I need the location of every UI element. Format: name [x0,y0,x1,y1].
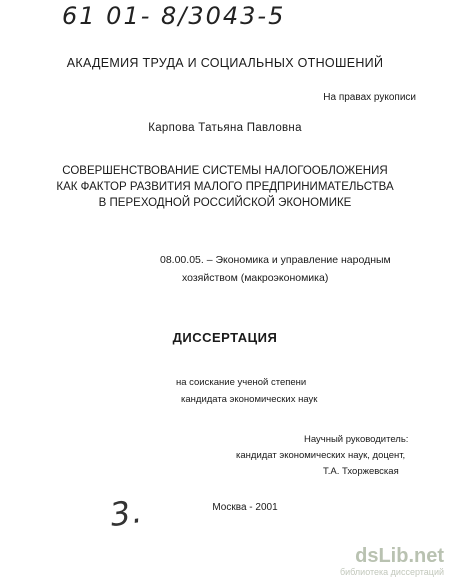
city-year: Москва - 2001 [212,502,278,513]
author-name: Карпова Татьяна Павловна [148,122,302,134]
title-line: В ПЕРЕХОДНОЙ РОССИЙСКОЙ ЭКОНОМИКЕ [98,197,352,209]
supervisor-line: кандидат экономических наук, доцент, [236,450,406,461]
degree-line: на соискание ученой степени [176,377,307,388]
dissertation-title [0,163,450,211]
specialty-code [160,251,391,287]
watermark-logo-text: dsLib.net [355,545,444,567]
degree-sought [176,374,317,408]
watermark-subtitle: библиотека диссертаций [339,567,444,577]
specialty-line: 08.00.05. – Экономика и управление народным [160,254,391,266]
supervisor-line: Т.А. Тхоржевская [323,466,399,477]
document-type: ДИССЕРТАЦИЯ [172,330,278,345]
handwritten-shelfmark: 61 01- 8/3043-5 [62,2,286,30]
institution-name: АКАДЕМИЯ ТРУДА И СОЦИАЛЬНЫХ ОТНОШЕНИЙ [66,56,384,70]
title-line: КАК ФАКТОР РАЗВИТИЯ МАЛОГО ПРЕДПРИНИМАТЕЛЬСТВА [56,181,394,193]
degree-line: кандидата экономических наук [181,394,318,405]
supervisor-line: Научный руководитель: [304,434,409,445]
watermark-logo [340,545,444,577]
rights-note: На правах рукописи [323,92,416,103]
specialty-line: хозяйством (макроэкономика) [182,272,329,284]
handwritten-mark: 3. [107,491,146,535]
title-line: СОВЕРШЕНСТВОВАНИЕ СИСТЕМЫ НАЛОГООБЛОЖЕНИЯ [62,165,388,177]
supervisor-block [236,432,408,480]
